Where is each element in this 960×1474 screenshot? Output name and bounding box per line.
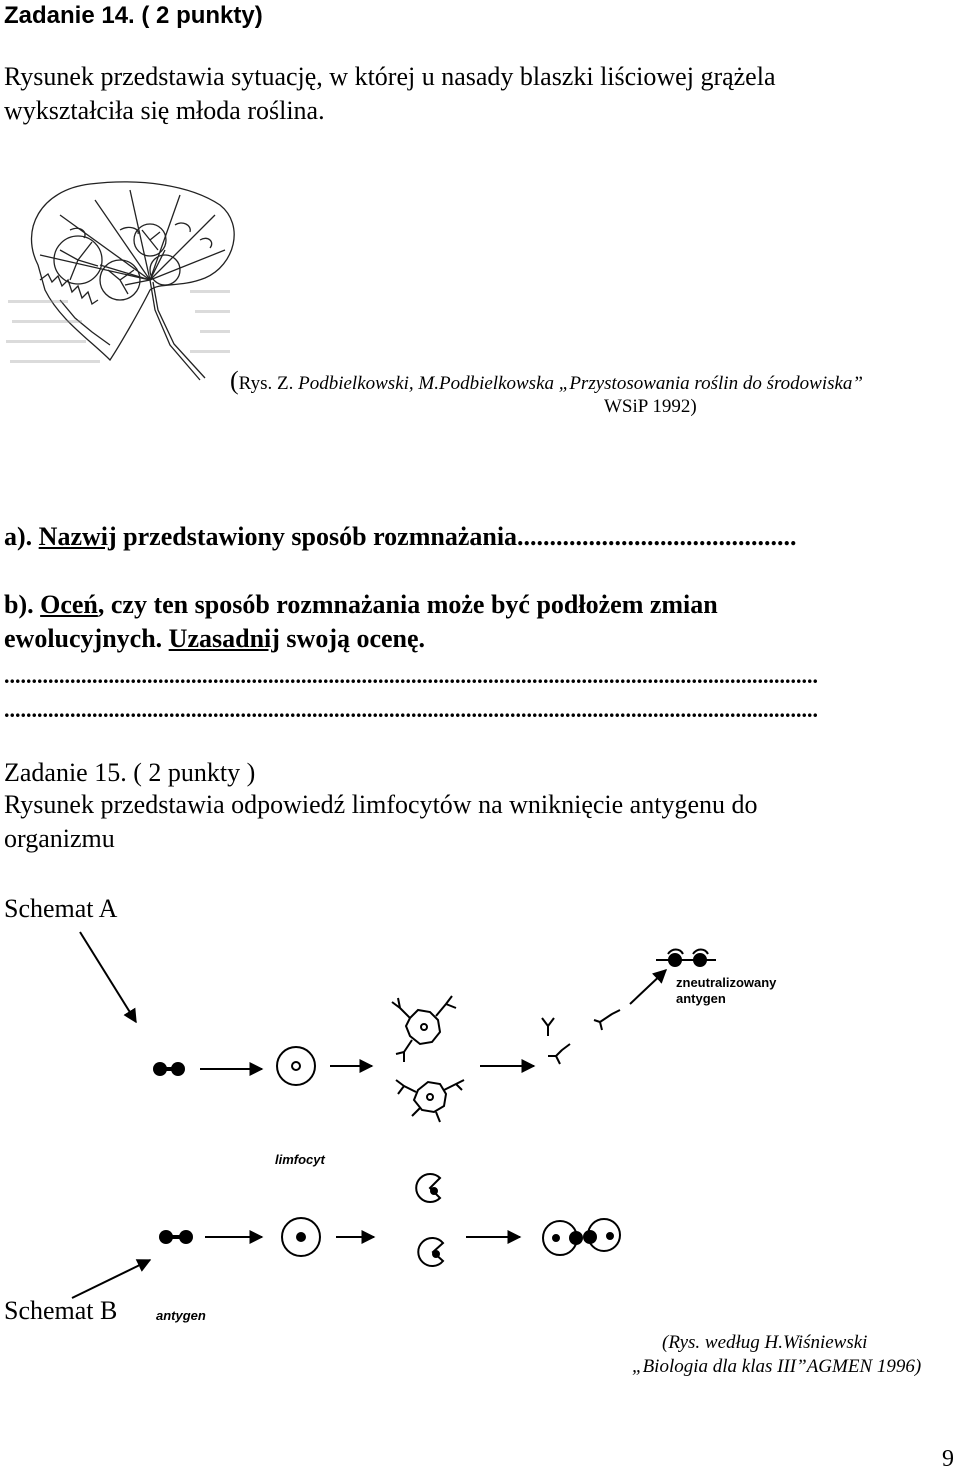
- lymphocyte-response-diagram: [0, 930, 960, 1330]
- answer-line-2[interactable]: ....................................................................................................................................................: [4, 697, 818, 722]
- antigen-b: [159, 1230, 193, 1244]
- antibody-2: [594, 1010, 620, 1030]
- schemat-b-pointer-arrow: [72, 1260, 150, 1298]
- task15-intro-line2: organizmu: [4, 824, 115, 853]
- schemat-a-pointer-arrow: [80, 932, 136, 1022]
- label-neutralized-antigen-2: antygen: [676, 991, 726, 1006]
- neutralized-antigen: [656, 950, 716, 967]
- label-lymphocyte: limfocyt: [275, 1152, 325, 1167]
- task14-intro-line1: Rysunek przedstawia sytuację, w której u nasady blaszki liściowej grążela: [4, 62, 776, 91]
- task14-figure-credit: (Rys. Z. Podbielkowski, M.Podbielkowska „Przystosowania roślin do środowiska”: [230, 366, 863, 395]
- schemat-a-label: Schemat A: [4, 894, 118, 923]
- task15-credit-line2: „Biologia dla klas III”AGMEN 1996): [632, 1356, 922, 1377]
- lymphocyte-b: [282, 1218, 320, 1256]
- task14-intro-line2: wykształciła się młoda roślina.: [4, 96, 325, 125]
- label-neutralized-antigen: zneutralizowany: [676, 975, 777, 990]
- label-antigen: antygen: [156, 1308, 206, 1323]
- question-a: a). Nazwij przedstawiony sposób rozmnażania...........................................: [4, 522, 797, 551]
- question-b-line2: ewolucyjnych. Uzasadnij swoją ocenę.: [4, 624, 426, 653]
- t-cell-lower: [418, 1238, 443, 1266]
- plasma-cell-lower: [396, 1080, 464, 1122]
- page-number: 9: [942, 1446, 954, 1472]
- antigen-a: [153, 1062, 185, 1076]
- task15-intro-line1: Rysunek przedstawia odpowiedź limfocytów na wniknięcie antygenu do: [4, 790, 758, 819]
- task14-title: Zadanie 14. ( 2 punkty): [4, 2, 263, 29]
- task15-credit-line1: (Rys. według H.Wiśniewski: [662, 1332, 868, 1353]
- answer-line-1[interactable]: ....................................................................................................................................................: [4, 663, 818, 688]
- schemat-b-label: Schemat B: [4, 1296, 118, 1325]
- lymphocyte-a: [277, 1047, 315, 1085]
- antibody-1: [542, 1018, 554, 1036]
- antibody-3: [548, 1044, 570, 1064]
- t-cell-upper: [416, 1174, 440, 1202]
- question-b: b). Oceń, czy ten sposób rozmnażania może być podłożem zmian: [4, 590, 718, 619]
- water-lily-illustration: [0, 170, 250, 400]
- t-cells-binding-antigen: [543, 1219, 620, 1255]
- task14-figure-credit-line2: WSiP 1992): [604, 396, 697, 417]
- plasma-cell-upper: [392, 996, 456, 1062]
- task15-title: Zadanie 15. ( 2 punkty ): [4, 758, 256, 787]
